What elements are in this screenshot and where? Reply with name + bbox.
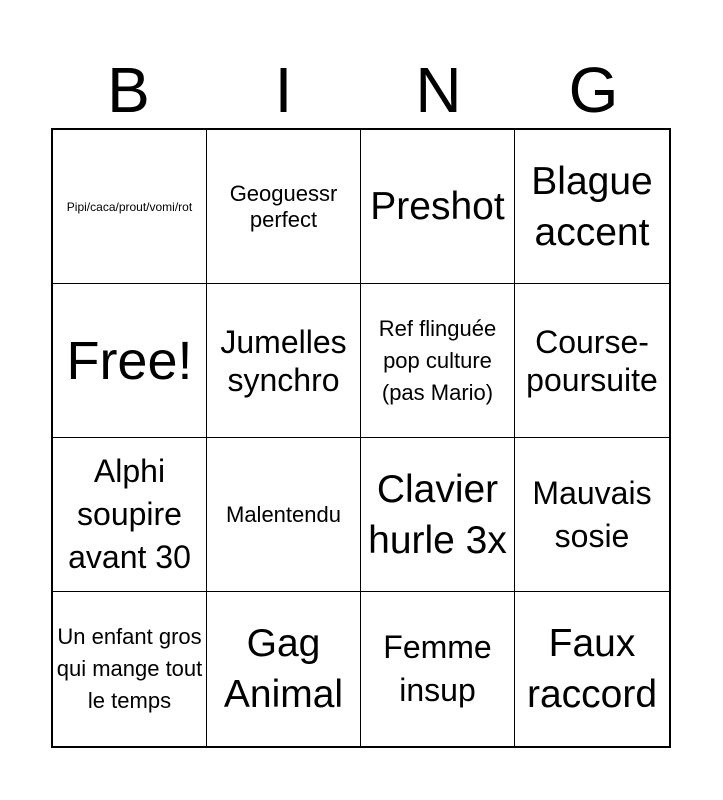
bingo-cell-text: Ref flinguée pop culture (pas Mario) bbox=[378, 315, 497, 405]
header-letter-n: N bbox=[415, 54, 462, 126]
bingo-cell-text: Alphi soupire avant 30 bbox=[68, 453, 191, 575]
bingo-cell-text: Clavier hurle 3x bbox=[368, 467, 507, 562]
bingo-cell[interactable] bbox=[207, 592, 361, 746]
bingo-cell-text: Blague accent bbox=[531, 159, 653, 254]
bingo-cell[interactable] bbox=[361, 284, 515, 438]
bingo-header bbox=[51, 52, 671, 128]
header-letter-g: G bbox=[568, 54, 619, 126]
bingo-cell[interactable] bbox=[515, 284, 669, 438]
bingo-cell[interactable] bbox=[53, 130, 207, 284]
bingo-cell-text: Pipi/caca/prout/vomi/rot bbox=[66, 199, 193, 214]
bingo-cell-text: Course-poursuite bbox=[526, 323, 658, 398]
bingo-cell[interactable] bbox=[515, 592, 669, 746]
bingo-cell-text: Un enfant gros qui mange tout le temps bbox=[56, 624, 203, 713]
bingo-cell[interactable] bbox=[361, 592, 515, 746]
bingo-cell-text: Jumelles synchro bbox=[220, 323, 347, 398]
bingo-cell[interactable] bbox=[515, 130, 669, 284]
bingo-cell[interactable] bbox=[53, 592, 207, 746]
bingo-free-cell[interactable] bbox=[53, 284, 207, 438]
bingo-cell-text: Preshot bbox=[370, 185, 505, 228]
bingo-cell-text: Mauvais sosie bbox=[532, 474, 652, 554]
bingo-cell-text: Free! bbox=[66, 330, 193, 391]
header-letter-i: I bbox=[274, 54, 293, 126]
bingo-cell-text: Gag Animal bbox=[223, 622, 344, 716]
bingo-cell[interactable] bbox=[361, 438, 515, 592]
bingo-cell[interactable] bbox=[361, 130, 515, 284]
bingo-cell-text: Geoguessr perfect bbox=[229, 180, 338, 232]
bingo-cell[interactable] bbox=[515, 438, 669, 592]
header-letter-b: B bbox=[107, 54, 150, 126]
bingo-cell-text: Femme insup bbox=[383, 629, 492, 708]
bingo-cell[interactable] bbox=[207, 130, 361, 284]
bingo-cell-text: Malentendu bbox=[226, 501, 341, 527]
bingo-cell[interactable] bbox=[207, 438, 361, 592]
bingo-cell-text: Faux raccord bbox=[526, 622, 658, 716]
bingo-grid bbox=[51, 128, 671, 748]
bingo-cell[interactable] bbox=[207, 284, 361, 438]
bingo-cell[interactable] bbox=[53, 438, 207, 592]
